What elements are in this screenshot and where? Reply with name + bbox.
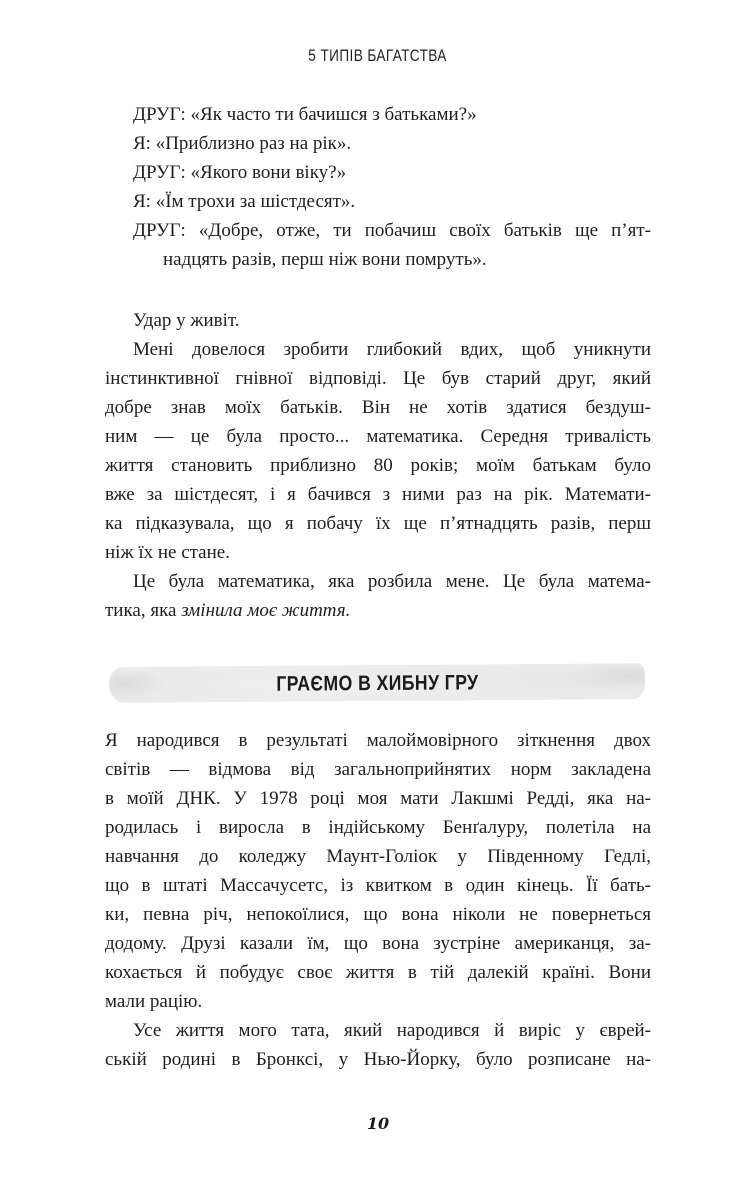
text-segment: додому. Друзі казали їм, що вона зустріне американця, за- bbox=[105, 933, 651, 954]
text-line bbox=[105, 871, 651, 900]
text-line bbox=[105, 306, 651, 335]
text-segment: що в штаті Массачусетс, із квитком в один кінець. Її бать- bbox=[105, 875, 651, 896]
page-number: 10 bbox=[366, 1114, 390, 1133]
text-segment: Я: «Їм трохи за шістдесят». bbox=[133, 191, 356, 212]
page-content bbox=[105, 100, 651, 1074]
paragraph-math bbox=[105, 567, 651, 625]
paragraph-father bbox=[105, 1016, 651, 1074]
text-segment: добре знав моїх батьків. Він не хотів здатися бездуш- bbox=[105, 397, 651, 418]
text-line bbox=[105, 129, 651, 158]
text-segment: в моїй ДНК. У 1978 році моя мати Лакшмі Редді, яка на- bbox=[105, 788, 651, 809]
paragraph-deep-breath bbox=[105, 335, 651, 567]
running-head bbox=[0, 46, 756, 66]
text-line bbox=[105, 1016, 651, 1045]
text-segment: ДРУГ: «Добре, отже, ти побачиш своїх батьків ще п’ят- bbox=[133, 220, 651, 241]
text-segment: надцять разів, перш ніж вони помруть». bbox=[163, 249, 487, 270]
text-line bbox=[105, 216, 651, 245]
text-line bbox=[105, 958, 651, 987]
text-line bbox=[105, 538, 651, 567]
text-line bbox=[105, 1045, 651, 1074]
text-segment: інстинктивної гнівної відповіді. Це був старий друг, який bbox=[105, 368, 651, 389]
text-line bbox=[105, 393, 651, 422]
text-segment: ській родині в Бронксі, у Нью-Йорку, було розписане на- bbox=[105, 1049, 651, 1070]
section-heading-band bbox=[109, 663, 645, 703]
dialogue-block bbox=[105, 100, 651, 274]
text-line bbox=[105, 100, 651, 129]
text-line bbox=[105, 451, 651, 480]
text-segment: мали рацію. bbox=[105, 991, 203, 1012]
text-segment: світів — відмова від загальноприйнятих норм закладена bbox=[105, 759, 651, 780]
text-segment: життя становить приблизно 80 років; моїм батькам було bbox=[105, 455, 651, 476]
text-segment: ДРУГ: «Якого вони віку?» bbox=[133, 162, 347, 183]
paragraph-gut-punch bbox=[105, 306, 651, 335]
text-segment: ка підказувала, що я побачу їх ще п’ятнадцять разів, перш bbox=[105, 513, 651, 534]
section-heading: ГРАЄМО В ХИБНУ ГРУ bbox=[275, 670, 479, 696]
text-segment: Я: «Приблизно раз на рік». bbox=[133, 133, 352, 154]
text-segment: ніж їх не стане. bbox=[105, 542, 230, 563]
text-line bbox=[105, 509, 651, 538]
text-line bbox=[105, 929, 651, 958]
text-line bbox=[105, 755, 651, 784]
text-line bbox=[105, 784, 651, 813]
text-segment: Мені довелося зробити глибокий вдих, щоб уникнути bbox=[133, 339, 651, 360]
text-line bbox=[105, 813, 651, 842]
text-segment: тика, яка bbox=[105, 600, 182, 621]
italic-text-segment: змінила моє життя. bbox=[181, 600, 351, 621]
text-line bbox=[105, 364, 651, 393]
text-line bbox=[105, 335, 651, 364]
text-line bbox=[105, 245, 651, 274]
paragraph-origin bbox=[105, 726, 651, 1016]
text-line bbox=[105, 480, 651, 509]
text-segment: родилась і виросла в індійському Бенґалуру, полетіла на bbox=[105, 817, 651, 838]
text-line bbox=[105, 187, 651, 216]
text-segment: навчання до коледжу Маунт-Голіок у Південному Гедлі, bbox=[105, 846, 651, 867]
text-segment: вже за шістдесят, і я бачився з ними раз на рік. Математи- bbox=[105, 484, 651, 505]
text-segment: ДРУГ: «Як часто ти бачишся з батьками?» bbox=[133, 104, 477, 125]
text-line bbox=[105, 987, 651, 1016]
text-segment: Усе життя мого тата, який народився й виріс у єврей- bbox=[133, 1020, 651, 1041]
text-segment: Я народився в результаті малоймовірного зіткнення двох bbox=[105, 730, 651, 751]
text-segment: кохається й побудує своє життя в тій далекій країні. Вони bbox=[105, 962, 651, 983]
text-segment: ки, певна річ, непокоїлися, що вона ніколи не повернеться bbox=[105, 904, 651, 925]
text-line bbox=[105, 567, 651, 596]
text-line bbox=[105, 422, 651, 451]
running-head-text: 5 ТИПІВ БАГАТСТВА bbox=[308, 46, 448, 65]
text-line bbox=[105, 596, 651, 625]
text-line bbox=[105, 900, 651, 929]
text-line bbox=[105, 158, 651, 187]
text-line bbox=[105, 842, 651, 871]
text-segment: ним — це була просто... математика. Середня тривалість bbox=[105, 426, 651, 447]
text-segment: Удар у живіт. bbox=[133, 310, 240, 331]
text-segment: Це була математика, яка розбила мене. Це була матема- bbox=[133, 571, 651, 592]
text-line bbox=[105, 726, 651, 755]
